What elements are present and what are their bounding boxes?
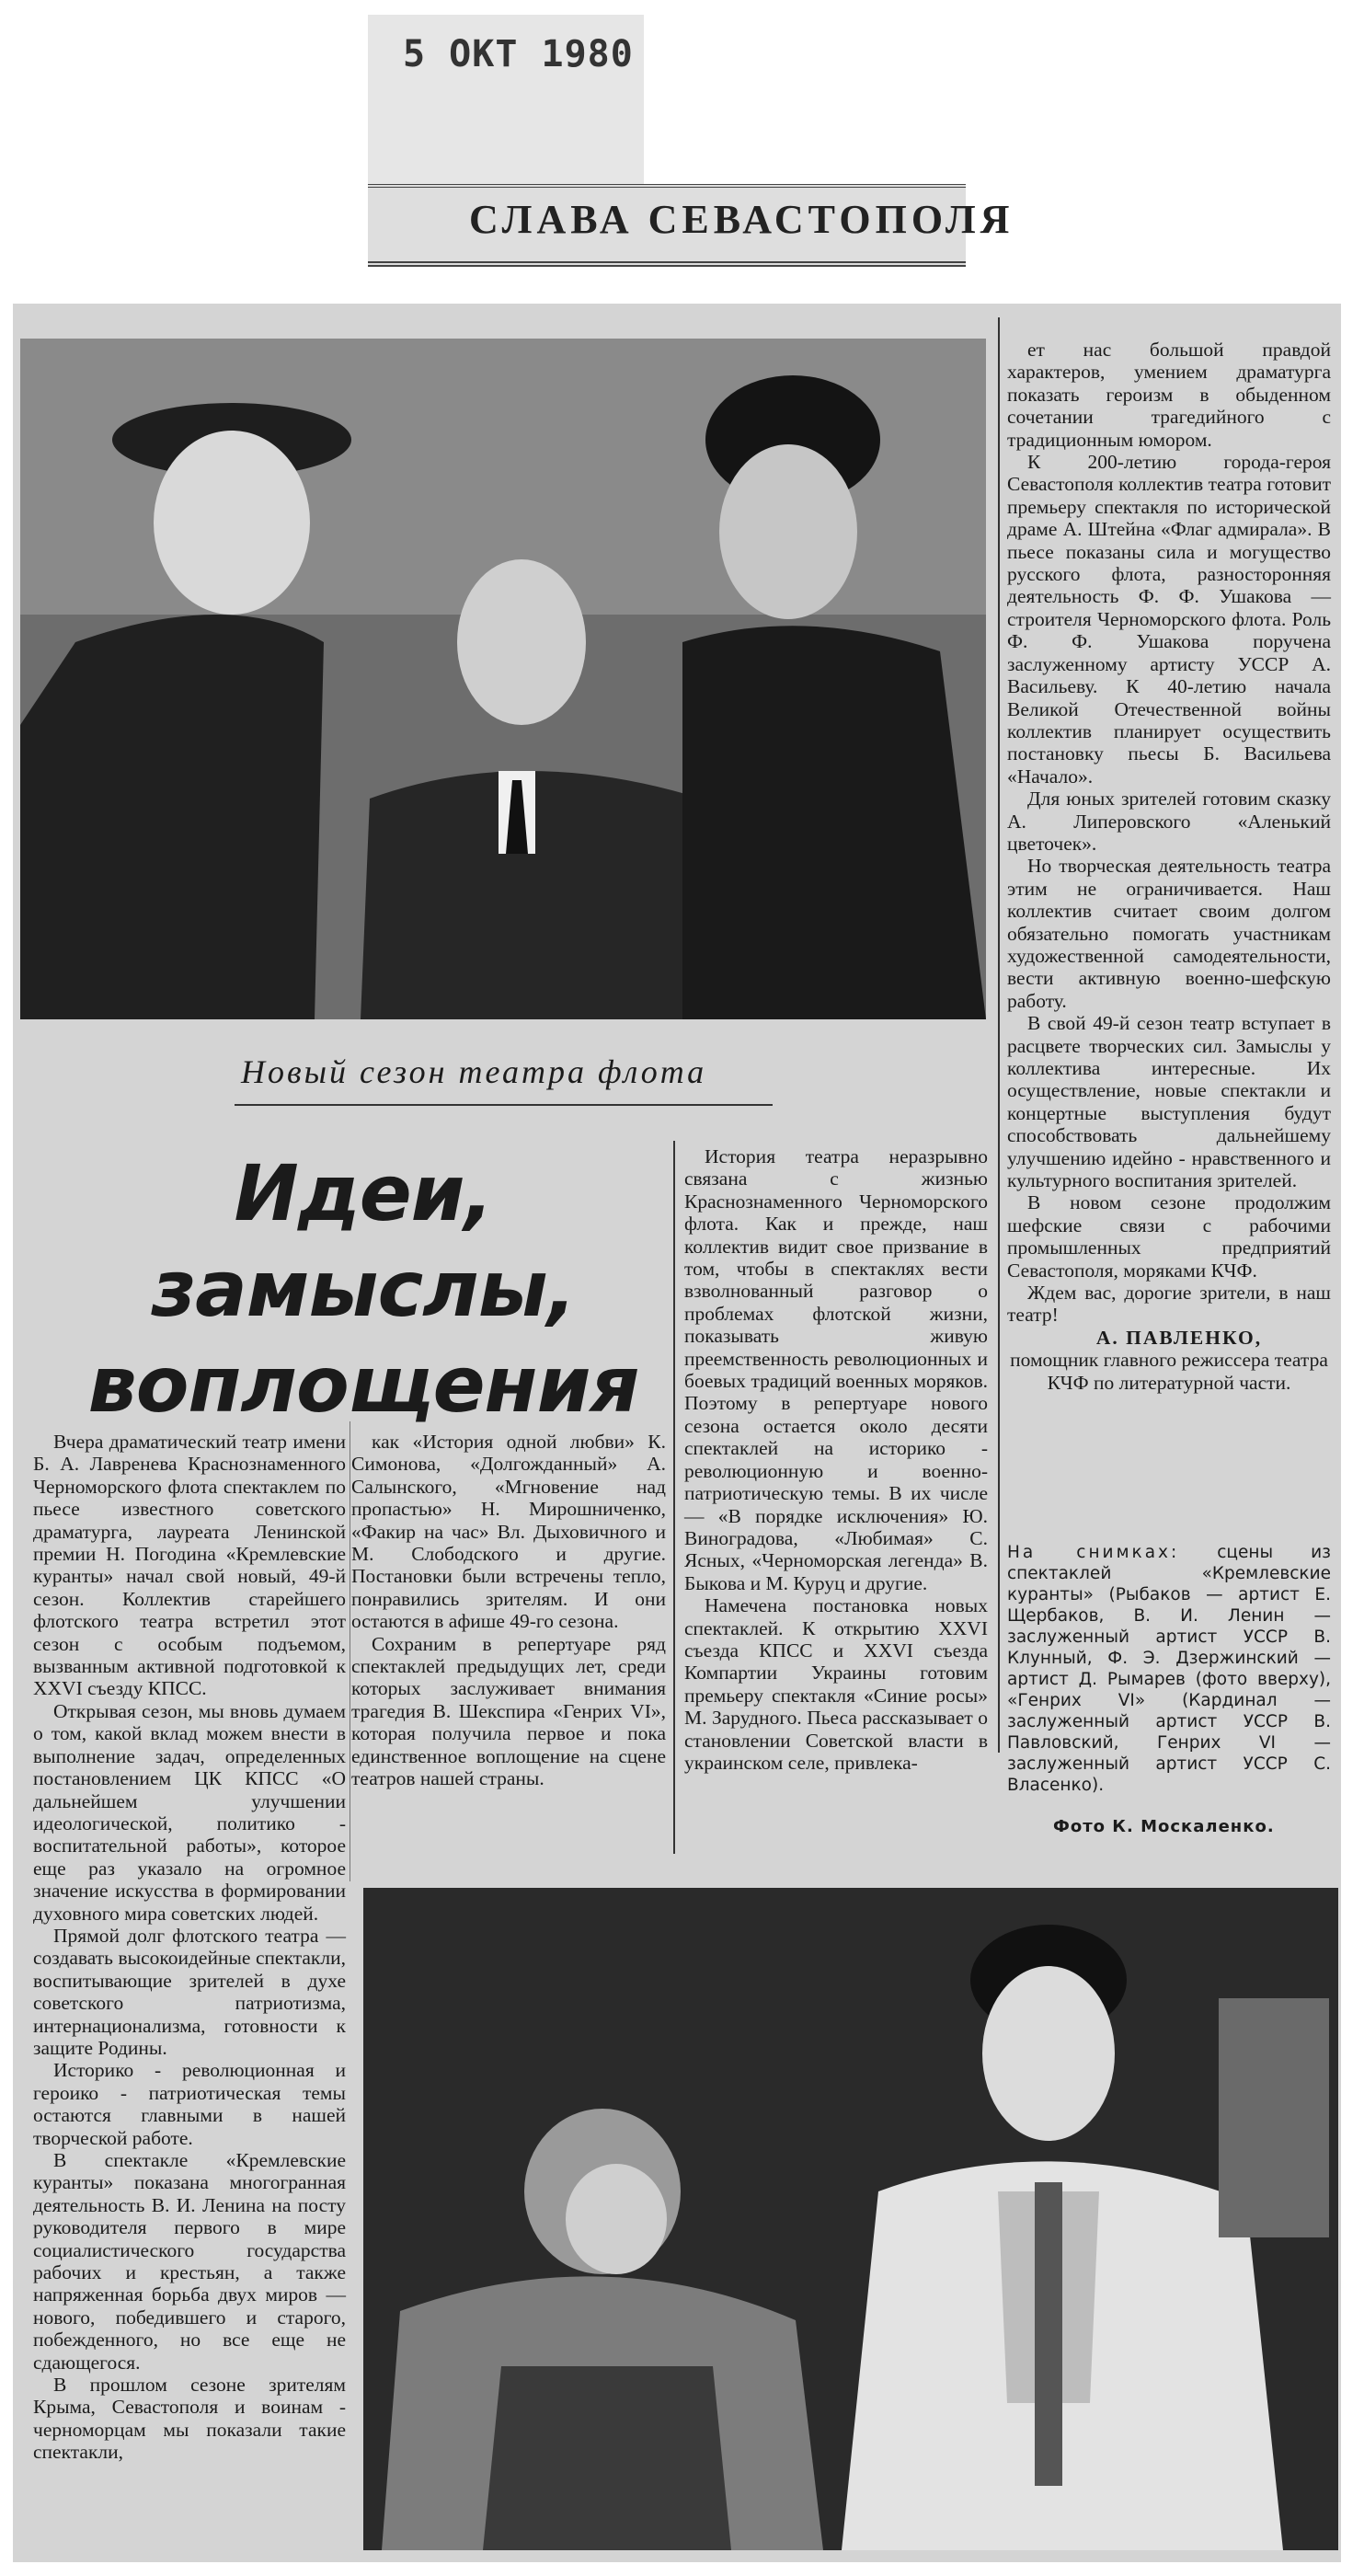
paragraph: В свой 49-й сезон театр вступает в расцвете творческих сил. Замыслы у коллектива интересные. Их осуществление, новые спектакли и концертные выступления будут способствовать дальнейшему улучшению идейно - нравственного и культурного воспитания зрителей. (1007, 1012, 1331, 1192)
article-column-3 (684, 1145, 988, 1774)
paragraph: Намечена постановка новых спектаклей. К открытию XXVI съезда КПСС и XXVI съезда Компартии Украины готовим премьеру спектакля «Синие росы» М. Зарудного. Пьеса рассказывает о становлении Советской власти в украинском селе, привлека- (684, 1594, 988, 1774)
paragraph: К 200-летию города-героя Севастополя коллектив театра готовит премьеру спектакля по исторической драме А. Штейна «Флаг адмирала». В пьесе показаны сила и могущество русского флота, разносторонняя деятельность Ф. Ф. Ушакова — строителя Черноморского флота. Роль Ф. Ф. Ушакова поручена заслуженному артисту УССР А. Васильеву. К 40-летию начала Великой Отечественной войны коллектив планирует осуществить постановку пьесы Б. Васильева «Начало». (1007, 451, 1331, 788)
column-divider (673, 1141, 675, 1854)
paragraph: Вчера драматический театр имени Б. А. Лавренева Краснознаменного Черноморского флота спектаклем по пьесе известного советского драматурга, лауреата Ленинской премии Н. Погодина «Кремлевские куранты» начал свой новый, 49-й сезон. Коллектив старейшего флотского театра встретил этот сезон с особым подъемом, вызванным активной подготовкой к XXVI съезду КПСС. (33, 1431, 346, 1700)
newspaper-title: СЛАВА СЕВАСТОПОЛЯ (469, 197, 1014, 242)
paragraph: Для юных зрителей готовим сказку А. Липеровского «Аленький цветочек». (1007, 788, 1331, 855)
date-stamp: 5 ОКТ 1980 (403, 33, 634, 75)
author-role: помощник главного режиссера театра КЧФ по литературной части. (1010, 1349, 1328, 1394)
paragraph: ет нас большой правдой характеров, умением драматурга показать героизм в обыденном сочетании трагедийного с традиционным юмором. (1007, 339, 1331, 451)
paragraph: Сохраним в репертуаре ряд спектаклей предыдущих лет, среди которых заслуживает внимания трагедия В. Шекспира «Генрих VI», которая получила первое и пока единственное воплощение на сцене театров нашей страны. (351, 1632, 666, 1790)
caption-text: сцены из спектаклей «Кремлевские куранты» (Рыбаков — артист Е. Щербаков, В. И. Ленин — заслуженный артист УССР В. Клунный, Ф. Э. Дзержинский — артист Д. Рымарев (фото вверху), «Генрих VI» (Кардинал — заслуженный артист УССР В. Павловский, Генрих VI — заслуженный артист УССР С. Власенко). (1007, 1543, 1331, 1795)
photo-kremlin-chimes (20, 339, 986, 1019)
paragraph: В новом сезоне продолжим шефские связи с рабочими промышленных предприятий Севастополя, моряками КЧФ. (1007, 1191, 1331, 1282)
headline-line-1: Идеи, (234, 1148, 493, 1238)
article-column-4 (1007, 339, 1331, 1394)
caption-lead: На снимках: (1007, 1543, 1180, 1562)
article-column-2 (351, 1431, 666, 1790)
article-headline (64, 1145, 662, 1432)
photo-credit: Фото К. Москаленко. (1053, 1817, 1275, 1836)
headline-line-2: замыслы, (151, 1244, 576, 1334)
paragraph: В прошлом сезоне зрителям Крыма, Севастополя и воинам - черноморцам мы показали такие спектакли, (33, 2374, 346, 2464)
paragraph: Ждем вас, дорогие зрители, в наш театр! (1007, 1282, 1331, 1327)
photo-henry-vi (363, 1888, 1338, 2550)
paragraph: как «История одной любви» К. Симонова, «Долгожданный» А. Салынского, «Мгновение над пропастью» Н. Мирошниченко, «Факир на час» Вл. Дыховичного и М. Слободского и другие. Постановки были встречены тепло, понравились зрителям. И они остаются в афише 49-го сезона. (351, 1431, 666, 1633)
article-rubric: Новый сезон театра флота (241, 1053, 707, 1090)
rubric-underline (235, 1104, 773, 1106)
article-column-1 (33, 1431, 346, 2464)
paragraph: В спектакле «Кремлевские куранты» показана многогранная деятельность В. И. Ленина на посту руководителя первого в мире социалистического государства рабочих и крестьян, а также напряженная борьба двух миров — нового, победившего и старого, побежденного, но все еще не сдающегося. (33, 2149, 346, 2374)
column-divider (998, 317, 1000, 1753)
paragraph: История театра неразрывно связана с жизнью Краснознаменного Черноморского флота. Как и прежде, наш коллектив видит свое призвание в том, чтобы в спектаклях вести взволнованный разговор о проблемах флотской жизни, показывать живую преемственность революционных и боевых традиций военных моряков. Поэтому в репертуаре нового сезона остается около десяти спектаклей на историко - революционную и военно-патриотическую темы. В их числе — «В порядке исключения» Ю. Виноградова, «Любимая» С. Ясных, «Черноморская легенда» В. Быкова и М. Куруц и другие. (684, 1145, 988, 1594)
paragraph: Но творческая деятельность театра этим не ограничивается. Наш коллектив считает своим долгом обязательно помогать участникам художественной самодеятельности, вести активную военно-шефскую работу. (1007, 855, 1331, 1012)
author-name: А. ПАВЛЕНКО, (1095, 1326, 1263, 1349)
headline-line-3: воплощения (87, 1340, 639, 1430)
photo-caption (1007, 1542, 1331, 1796)
paragraph: Открывая сезон, мы вновь думаем о том, какой вклад можем внести в выполнение задач, определенных постановлением ЦК КПСС «О дальнейшем улучшении идеологической, политико - воспитательной работы», которое еще раз указало на огромное значение искусства в формировании духовного мира советских людей. (33, 1699, 346, 1925)
paragraph: Прямой долг флотского театра — создавать высокоидейные спектакли, воспитывающие зрителей в духе советского патриотизма, интернационализма, готовности к защите Родины. (33, 1924, 346, 2059)
paragraph: Историко - революционная и героико - патриотическая темы остаются главными в нашей творческой работе. (33, 2059, 346, 2149)
